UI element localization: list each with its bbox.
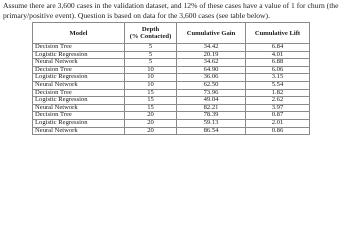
cell-depth: 10 — [125, 74, 177, 82]
cell-gain: 34.42 — [177, 44, 246, 52]
cell-lift: 1.82 — [246, 89, 310, 97]
cell-lift: 2.62 — [246, 97, 310, 105]
cell-gain: 36.06 — [177, 74, 246, 82]
cell-model: Logistic Regression — [33, 51, 125, 59]
header-depth-line1: Depth — [141, 26, 160, 33]
cell-depth: 15 — [125, 97, 177, 105]
cell-depth: 15 — [125, 89, 177, 97]
cell-depth: 15 — [125, 104, 177, 112]
cell-model: Neural Network — [33, 127, 125, 135]
cell-depth: 10 — [125, 81, 177, 89]
cell-lift: 5.54 — [246, 81, 310, 89]
cell-gain: 20.19 — [177, 51, 246, 59]
cell-lift: 3.15 — [246, 74, 310, 82]
cell-gain: 34.62 — [177, 59, 246, 67]
table-header — [33, 23, 310, 44]
header-depth — [125, 23, 177, 44]
table-row — [33, 127, 310, 135]
cell-lift: 6.06 — [246, 66, 310, 74]
cell-gain: 64.90 — [177, 66, 246, 74]
table-row — [33, 81, 310, 89]
cell-depth: 5 — [125, 51, 177, 59]
cell-gain: 82.21 — [177, 104, 246, 112]
cell-gain: 86.54 — [177, 127, 246, 135]
cell-lift: 4.01 — [246, 51, 310, 59]
intro-paragraph: Assume there are 3,600 cases in the validation dataset, and 12% of these cases have a value of 1 for churn (the primary/positive event). Question is based on data for the 3,600 cases (see table below). — [3, 1, 339, 20]
cell-lift: 2.01 — [246, 119, 310, 127]
cell-model: Logistic Regression — [33, 97, 125, 105]
cell-model: Decision Tree — [33, 112, 125, 120]
cell-gain: 73.96 — [177, 89, 246, 97]
table-row — [33, 59, 310, 67]
cell-model: Logistic Regression — [33, 74, 125, 82]
header-cumulative-lift: Cumulative Lift — [246, 23, 310, 44]
results-table — [32, 22, 310, 135]
cell-model: Neural Network — [33, 104, 125, 112]
cell-model: Decision Tree — [33, 89, 125, 97]
cell-model: Neural Network — [33, 81, 125, 89]
cell-depth: 20 — [125, 112, 177, 120]
header-model: Model — [33, 23, 125, 44]
table-body — [33, 44, 310, 135]
header-row — [33, 23, 310, 44]
cell-depth: 20 — [125, 127, 177, 135]
header-cumulative-gain: Cumulative Gain — [177, 23, 246, 44]
table-row — [33, 119, 310, 127]
cell-depth: 10 — [125, 66, 177, 74]
cell-model: Decision Tree — [33, 44, 125, 52]
cell-gain: 49.04 — [177, 97, 246, 105]
cell-lift: 0.86 — [246, 127, 310, 135]
cell-gain: 62.50 — [177, 81, 246, 89]
cell-gain: 78.39 — [177, 112, 246, 120]
cell-lift: 6.84 — [246, 44, 310, 52]
cell-lift: 3.97 — [246, 104, 310, 112]
cell-gain: 59.13 — [177, 119, 246, 127]
header-depth-line2: (% Contacted) — [129, 33, 172, 40]
cell-model: Neural Network — [33, 59, 125, 67]
cell-lift: 6.88 — [246, 59, 310, 67]
cell-model: Logistic Regression — [33, 119, 125, 127]
cell-model: Decision Tree — [33, 66, 125, 74]
cell-depth: 20 — [125, 119, 177, 127]
cell-lift: 0.87 — [246, 112, 310, 120]
cell-depth: 5 — [125, 44, 177, 52]
table-row — [33, 104, 310, 112]
cell-depth: 5 — [125, 59, 177, 67]
table-row — [33, 44, 310, 52]
